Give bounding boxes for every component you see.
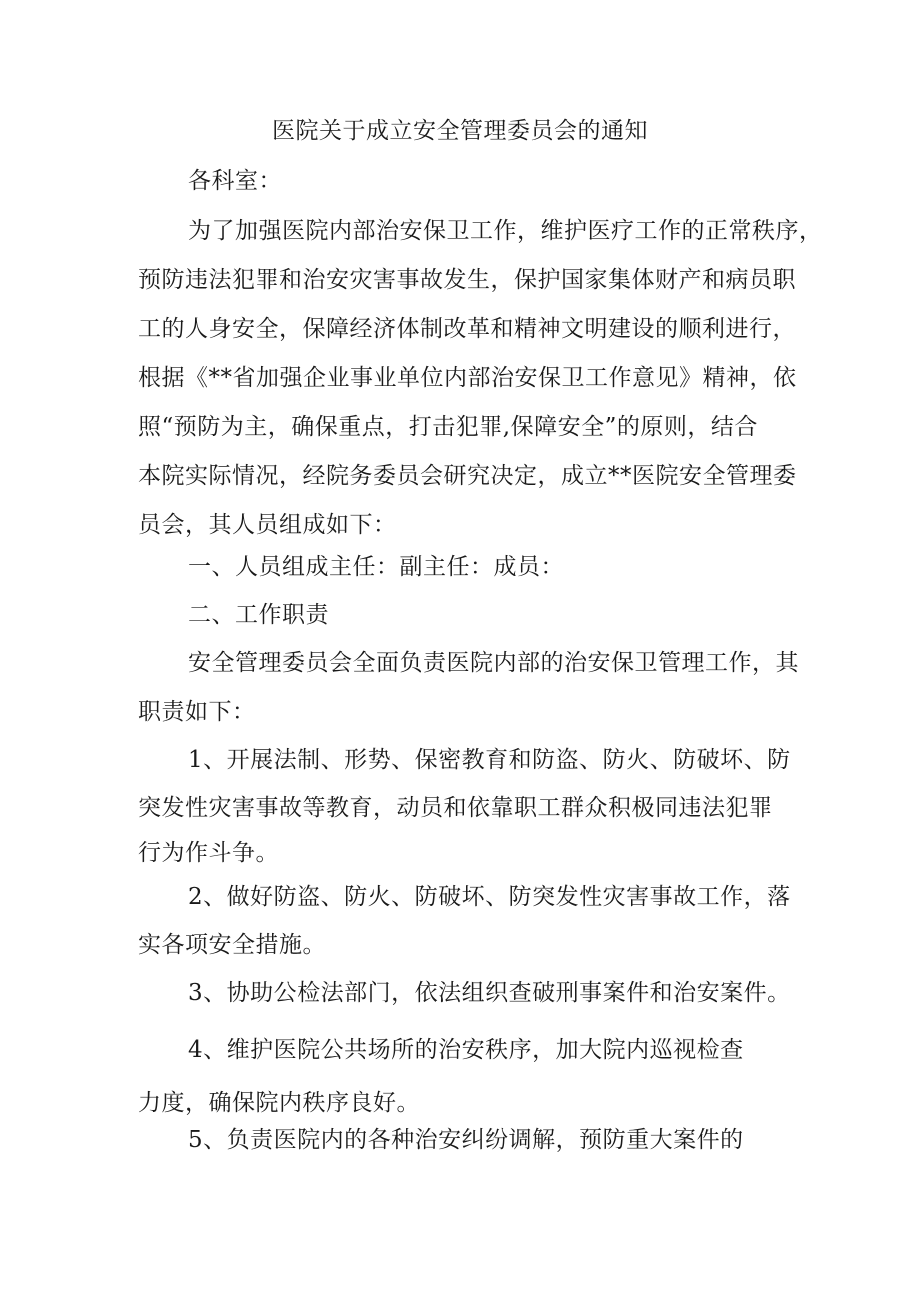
document-title: 医院关于成立安全管理委员会的通知 <box>272 118 648 144</box>
item-5: 5、负责医院内的各种治安纠纷调解，预防重大案件的 <box>188 1127 744 1153</box>
intro-line-4: 根据《**省加强企业事业单位内部治安保卫工作意见》精神，依 <box>138 365 797 391</box>
section-personnel: 一、人员组成主任：副主任：成员： <box>188 554 564 580</box>
item-1-line-3: 行为作斗争。 <box>138 840 279 866</box>
intro-line-3: 工的人身安全，保障经济体制改革和精神文明建设的顺利进行， <box>138 316 796 342</box>
item-1-line-1: 1、开展法制、形势、保密教育和防盗、防火、防破坏、防 <box>188 747 791 773</box>
item-3: 3、协助公检法部门，依法组织查破刑事案件和治安案件。 <box>188 980 791 1006</box>
intro-line-2: 预防违法犯罪和治安灾害事故发生，保护国家集体财产和病员职 <box>138 267 796 293</box>
item-2-line-1: 2、做好防盗、防火、防破坏、防突发性灾害事故工作，落 <box>188 884 791 910</box>
item-4-line-2: 力度，确保院内秩序良好。 <box>138 1090 420 1116</box>
duty-intro-line-2: 职责如下： <box>138 699 256 725</box>
salutation: 各科室： <box>188 168 282 194</box>
intro-line-6: 本院实际情况，经院务委员会研究决定，成立**医院安全管理委 <box>138 463 797 489</box>
section-duties-heading: 二、工作职责 <box>188 602 329 628</box>
intro-line-7: 员会，其人员组成如下： <box>138 512 397 538</box>
intro-line-5: 照“预防为主，确保重点，打击犯罪,保障安全”的原则，结合 <box>138 414 758 440</box>
intro-line-1: 为了加强医院内部治安保卫工作，维护医疗工作的正常秩序， <box>188 218 823 244</box>
item-2-line-2: 实各项安全措施。 <box>138 932 326 958</box>
duty-intro-line-1: 安全管理委员会全面负责医院内部的治安保卫管理工作，其 <box>188 650 799 676</box>
item-4-line-1: 4、维护医院公共场所的治安秩序，加大院内巡视检查 <box>188 1037 744 1063</box>
item-1-line-2: 突发性灾害事故等教育，动员和依靠职工群众积极同违法犯罪 <box>138 795 773 821</box>
